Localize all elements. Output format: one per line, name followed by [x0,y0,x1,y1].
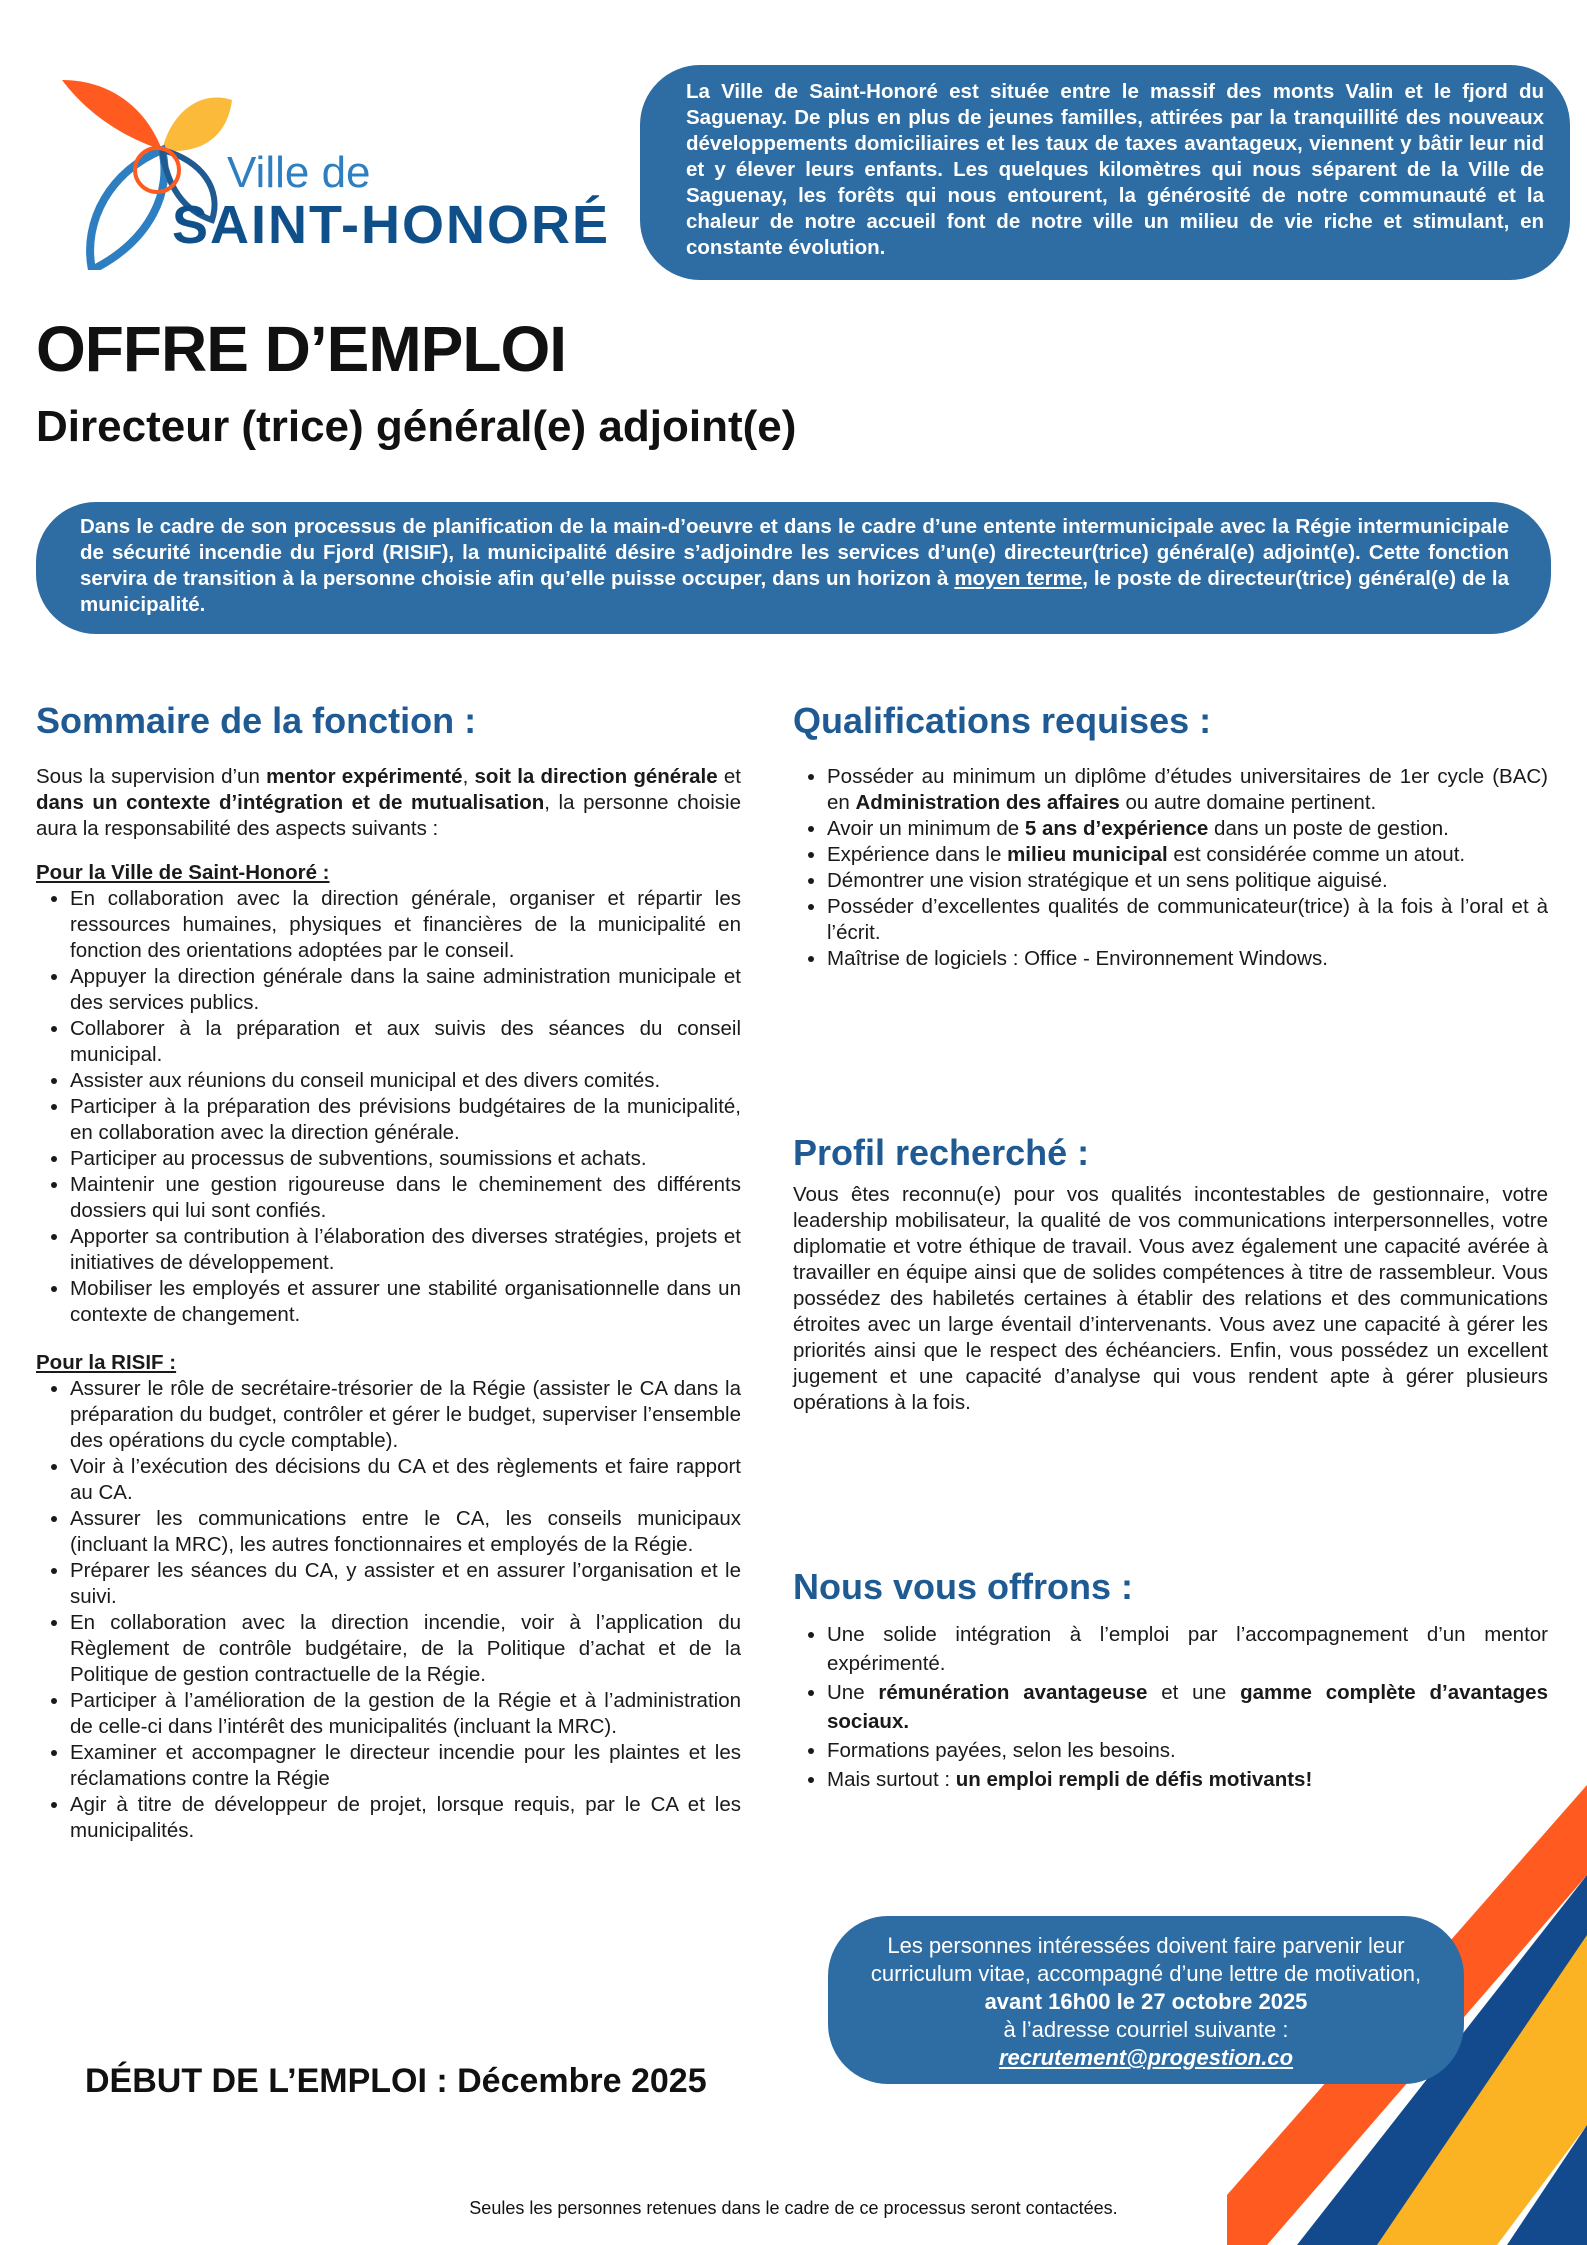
list-item: • Une solide intégration à l’emploi par l’accompagnement d’un mentor expérimenté. [827,1620,1548,1678]
ville-subheading: Pour la Ville de Saint-Honoré : [36,861,330,884]
list-item: • Voir à l’exécution des décisions du CA et des règlements et faire rapport au CA. [70,1454,741,1506]
job-title: Directeur (trice) général(e) adjoint(e) [36,402,797,451]
application-box: Les personnes intéressées doivent faire parvenir leur curriculum vitae, accompagné d’une lettre de motivation, avant 16h00 le 27 octobre 2025 à l’adresse courriel suivante : recrutement@progestion.co [828,1916,1464,2084]
underlined-term: moyen terme [954,567,1083,590]
list-item: • Posséder d’excellentes qualités de communicateur(trice) à la fois à l’oral et à l’écrit. [827,894,1548,946]
list-item: • Examiner et accompagner le directeur incendie pour les plaintes et les réclamations contre la Régie [70,1740,741,1792]
qualifications-list [793,764,1548,972]
list-item: • Participer à la préparation des prévisions budgétaires de la municipalité, en collaboration avec la direction générale. [70,1094,741,1146]
footer-note: Seules les personnes retenues dans le cadre de ce processus seront contactées. [469,2198,1118,2218]
list-item: • Participer à l’amélioration de la gestion de la Régie et à l’administration de celle-ci dans l’intérêt des municipalités (incluant la MRC). [70,1688,741,1740]
list-item: • En collaboration avec la direction générale, organiser et répartir les ressources humaines, physiques et financières de la municipalité en fonction des orientations adoptées par le conseil. [70,886,741,964]
list-item: • Formations payées, selon les besoins. [827,1736,1548,1765]
list-item: • Assister aux réunions du conseil municipal et des divers comités. [70,1068,741,1094]
list-item: • Une rémunération avantageuse et une gamme complète d’avantages sociaux. [827,1678,1548,1736]
list-item: • Assurer les communications entre le CA, les conseils municipaux (incluant la MRC), les autres fonctionnaires et employés de la Régie. [70,1506,741,1558]
qualifications-section [793,700,1548,972]
intro-box: La Ville de Saint-Honoré est située entre le massif des monts Valin et le fjord du Saguenay. De plus en plus de jeunes familles, attirées par la tranquillité des nouveaux développements domiciliaires et les taux de taxes avantageux, viennent y bâtir leur nid et y élever leurs enfants. Les quelques kilomètres qui nous séparent de la Ville de Saguenay, les forêts qui nous entourent, la générosité de notre communauté et la chaleur de notre accueil font de notre ville un milieu de vie riche et stimulant, en constante évolution. [640,65,1570,280]
list-item: • Maintenir une gestion rigoureuse dans le cheminement des différents dossiers qui lui sont confiés. [70,1172,741,1224]
list-item: • Mobiliser les employés et assurer une stabilité organisationnelle dans un contexte de changement. [70,1276,741,1328]
list-item: • Expérience dans le milieu municipal est considérée comme un atout. [827,842,1548,868]
list-item: • Appuyer la direction générale dans la saine administration municipale et des services publics. [70,964,741,1016]
list-item: • Préparer les séances du CA, y assister et en assurer l’organisation et le suivi. [70,1558,741,1610]
email-link[interactable]: recrutement@progestion.co [998,2045,1294,2070]
deadline: avant 16h00 le 27 octobre 2025 [984,1989,1308,2014]
sommaire-heading: Sommaire de la fonction : [36,700,477,741]
list-item: • Avoir un minimum de 5 ans d’expérience dans un poste de gestion. [827,816,1548,842]
list-item: • Participer au processus de subventions, soumissions et achats. [70,1146,741,1172]
list-item: • Posséder au minimum un diplôme d’études universitaires de 1er cycle (BAC) en Administration des affaires ou autre domaine pertinent. [827,764,1548,816]
profil-text: Vous êtes reconnu(e) pour vos qualités incontestables de gestionnaire, votre leadership mobilisateur, la qualité de vos communications interpersonnelles, votre diplomatie et votre éthique de travail. Vous avez également une capacité avérée à travailler en équipe ainsi que de solides compétences à titre de rassembleur. Vous possédez des habiletés certaines à établir des relations et des communications étroites avec un large éventail d’intervenants. Vous avez une capacité à gérer les priorités ainsi que le respect des échéanciers. Enfin, vous possédez un excellent jugement et une capacité d’analyse qui vous rendent apte à gérer plusieurs opérations à la fois. [793,1183,1548,1414]
list-item: • Mais surtout : un emploi rempli de défis motivants! [827,1765,1548,1794]
start-date: DÉBUT DE L’EMPLOI : Décembre 2025 [85,2062,707,2100]
offrons-heading: Nous vous offrons : [793,1566,1133,1607]
logo-line1: Ville de [227,148,371,197]
list-item: • Assurer le rôle de secrétaire-trésorier de la Régie (assister le CA dans la préparation du budget, contrôler et gérer le budget, superviser l’ensemble des opérations du cycle comptable). [70,1376,741,1454]
risif-subheading: Pour la RISIF : [36,1351,177,1374]
list-item: • Collaborer à la préparation et aux suivis des séances du conseil municipal. [70,1016,741,1068]
page-title: OFFRE D’EMPLOI [36,313,566,385]
logo-line2: SAINT-HONORÉ [172,195,611,255]
sommaire-intro: Sous la supervision d’un mentor expérimenté, soit la direction générale et dans un contexte d’intégration et de mutualisation, la personne choisie aura la responsabilité des aspects suivants : [36,765,741,840]
list-item: • Démontrer une vision stratégique et un sens politique aiguisé. [827,868,1548,894]
logo [52,70,612,280]
profil-heading: Profil recherché : [793,1132,1090,1173]
profil-section [793,1132,1548,1416]
ville-list [36,886,741,1328]
risif-list [36,1376,741,1844]
qualifications-heading: Qualifications requises : [793,700,1212,741]
list-item: • Agir à titre de développeur de projet, lorsque requis, par le CA et les municipalités. [70,1792,741,1844]
context-box: Dans le cadre de son processus de planification de la main-d’oeuvre et dans le cadre d’une entente intermunicipale avec la Régie intermunicipale de sécurité incendie du Fjord (RISIF), la municipalité désire s’adjoindre les services d’un(e) directeur(trice) général(e) adjoint(e). Cette fonction servira de transition à la personne choisie afin qu’elle puisse occuper, dans un horizon à moyen terme, le poste de directeur(trice) général(e) de la municipalité. [36,502,1551,634]
sommaire-section [36,700,741,1844]
list-item: • Apporter sa contribution à l’élaboration des diverses stratégies, projets et initiatives de développement. [70,1224,741,1276]
list-item: • En collaboration avec la direction incendie, voir à l’application du Règlement de contrôle budgétaire, de la Politique d’achat et de la Politique de gestion contractuelle de la Régie. [70,1610,741,1688]
list-item: • Maîtrise de logiciels : Office - Environnement Windows. [827,946,1548,972]
